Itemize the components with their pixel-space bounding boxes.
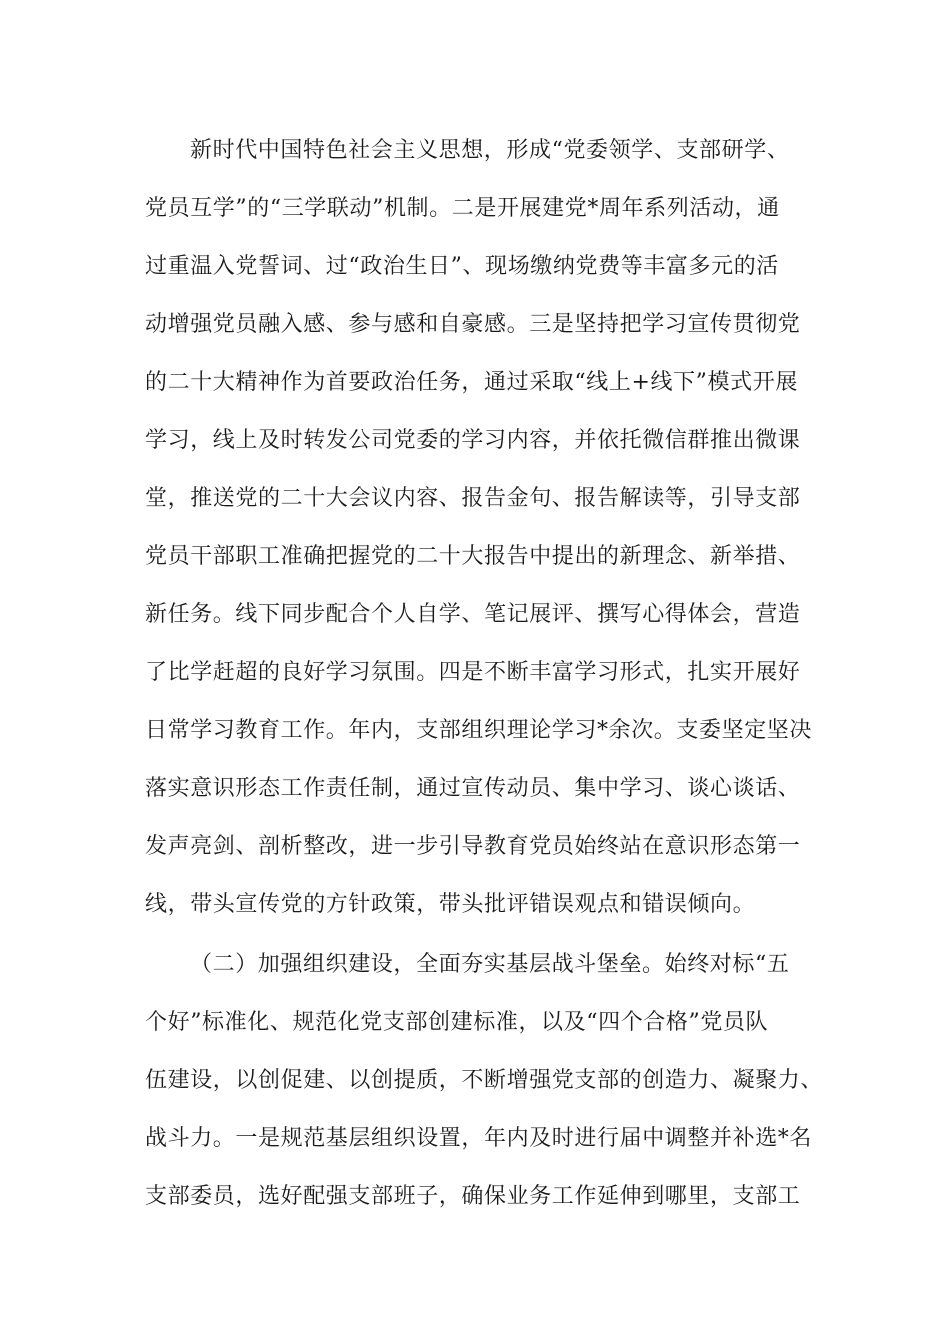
paragraph-1-line-6: 学习，线上及时转发公司党委的学习内容，并依托微信群推出微课 [145, 428, 801, 453]
paragraph-1-line-9: 新任务。线下同步配合个人自学、笔记展评、撰写心得体会，营造 [145, 602, 801, 627]
paragraph-2-line-2: 个好”标准化、规范化党支部创建标准，以及“四个合格”党员队 [145, 1010, 769, 1035]
paragraph-1-line-10: 了比学赶超的良好学习氛围。四是不断丰富学习形式，扎实开展好 [145, 660, 801, 685]
paragraph-1-line-14: 线，带头宣传党的方针政策，带头批评错误观点和错误倾向。 [145, 892, 756, 917]
paragraph-1-line-8: 党员干部职工准确把握党的二十大报告中提出的新理念、新举措、 [145, 544, 801, 569]
paragraph-2-line-1: （二）加强组织建设，全面夯实基层战斗堡垒。始终对标“五 [190, 952, 790, 977]
paragraph-1-line-3: 过重温入党誓词、过“政治生日”、现场缴纳党费等丰富多元的活 [145, 254, 779, 279]
paragraph-1-line-13: 发声亮剑、剖析整改，进一步引导教育党员始终站在意识形态第一 [145, 834, 801, 859]
paragraph-1-line-11: 日常学习教育工作。年内，支部组织理论学习*余次。支委坚定坚决 [145, 718, 813, 743]
paragraph-1-line-1: 新时代中国特色社会主义思想，形成“党委领学、支部研学、 [190, 138, 790, 163]
paragraph-1-line-7: 堂，推送党的二十大会议内容、报告金句、报告解读等，引导支部 [145, 486, 801, 511]
paragraph-2-line-5: 支部委员，选好配强支部班子，确保业务工作延伸到哪里，支部工 [145, 1184, 801, 1209]
paragraph-1-line-12: 落实意识形态工作责任制，通过宣传动员、集中学习、谈心谈话、 [145, 776, 801, 801]
paragraph-1-line-5: 的二十大精神作为首要政治任务，通过采取“线上+线下”模式开展 [145, 370, 798, 395]
paragraph-1-line-2: 党员互学”的“三学联动”机制。二是开展建党*周年系列活动，通 [145, 196, 780, 221]
paragraph-2-line-3: 伍建设，以创促建、以创提质，不断增强党支部的创造力、凝聚力、 [145, 1068, 824, 1093]
paragraph-1-line-4: 动增强党员融入感、参与感和自豪感。三是坚持把学习宣传贯彻党 [145, 312, 801, 337]
paragraph-2-line-4: 战斗力。一是规范基层组织设置，年内及时进行届中调整并补选*名 [145, 1126, 813, 1151]
